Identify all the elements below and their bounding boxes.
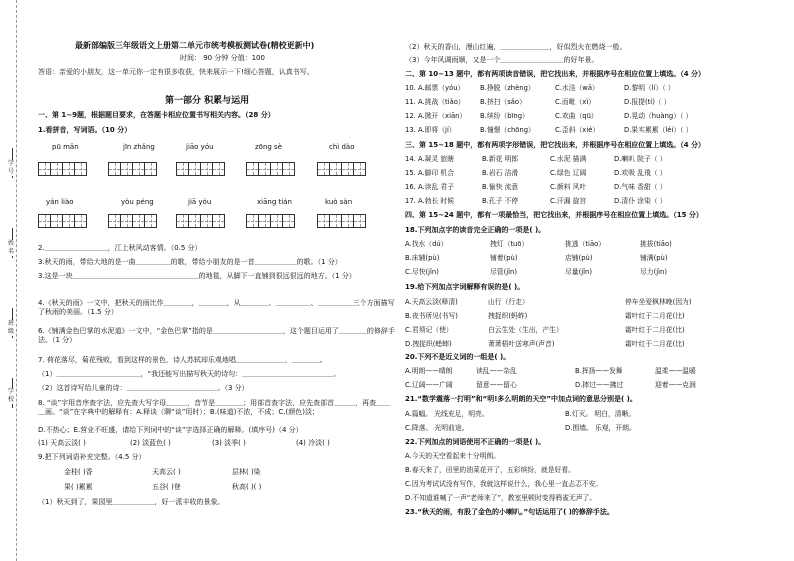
q6: 6.《铺满金色巴掌的水泥道》一文中，“金色巴掌”指的是＿＿＿＿＿＿＿＿＿＿，这个题目运用了＿＿＿＿的修辞手法。（1 分） [38,327,395,344]
option: C.君须记（使） [405,326,453,334]
q9-word: 层林( )染 [232,468,261,476]
exam-title: 最新部编版三年级语文上册第二单元市统考模板测试卷(精校更新中) [75,41,315,50]
q8-choice: (4) 冷淡( ) [296,439,330,447]
school-label: 学校 [7,388,14,403]
writing-grid[interactable] [38,214,87,228]
writing-grid[interactable] [108,162,157,176]
option: C.降落。 光明前途。 [405,424,469,432]
option: D.喇叭 院子（ ） [614,155,667,163]
option: D.摔过——拂过 [575,381,624,389]
q8-choice: (1) 天高云淡( ) [38,439,86,447]
option: B.挥扬——发舞 [575,367,623,375]
option: D.黎明（lí）（ ） [624,84,675,92]
option: B.挤扫（sǎo） [480,98,526,106]
pinyin: jiāo yóu [186,143,214,151]
option: 霜叶红于二月花(比) [625,326,685,334]
r2: （3）今年风调雨顺，又是一个＿＿＿＿＿＿＿＿＿的好年景。 [405,56,599,64]
q23: 23.“秋天的雨，有股了金色的小喇叭。”句话运用了( )的修辞手法。 [405,508,614,516]
part1-title: 第一部分 积累与运用 [165,96,250,106]
pinyin: pū mǎn [52,143,79,151]
option: A.篇幅。 光线充足，明亮。 [405,410,489,418]
instructions: 答语：亲爱的小朋友，这一单元你一定有很多收获，快来展示一下!细心答题，认真书写。 [38,68,314,76]
r1: （2）秋天的香山，漫山红遍，＿＿＿＿＿＿＿，好似烈火在燃烧一般。 [405,43,627,51]
pinyin: jīn zhǎng [123,143,155,151]
writing-grid[interactable] [317,214,366,228]
option: 挑拔(tiāo) [640,240,672,248]
part1-intro: 一、第 1~9题，根据题目要求，在答题卡相应位置书写相关内容。（28 分） [38,111,275,119]
option: A.找水（dú） [405,240,448,248]
option: 11. A.挑战（tiǎo） [405,98,465,106]
pinyin: kuò sàn [325,198,353,206]
q7a: 7. 荷花落尽，菊花残败，看到这样的景色，诗人苏轼却乐观地唱＿＿＿＿＿＿＿，＿＿＿＿。 [38,356,327,364]
student-id-label: 学号 [7,160,14,175]
option: B.孔子 不停 [482,197,519,205]
option: C.欢曲（qū） [555,112,598,120]
q9-word: 五谷( )登 [152,483,181,491]
writing-grid[interactable] [176,162,225,176]
option: D.围墙。 乐观，开朗。 [565,424,636,432]
option: C.辽阔——广阔 [405,381,453,389]
q22-title: 22.下列加点的词语使用不正确的一项是( )。 [405,438,546,446]
option: B.岩石 洁滑 [482,169,519,177]
option: 13. A.即将（jí） [405,126,456,134]
option: 霜叶红于二月花(比) [625,312,685,320]
q4: 4.《秋天的雨》一文中，把秋天的雨比作＿＿＿＿，＿＿＿＿，从＿＿＿＿、＿＿＿＿＿、＿＿＿＿＿三个方面描写了秋雨的美丽。（1.5 分） [38,299,395,316]
option: 14. A.凝灵 旅瞎 [405,155,455,163]
q8b: D.不热心；E.营业不旺盛，请给下列词中的“谈”字选择正确的解释。(填序号)（4 分） [38,426,303,434]
q7b: （1）＿＿＿＿＿＿＿＿＿＿＿＿，“我还能写出描写秋天的诗句：＿＿＿＿＿＿＿＿＿＿＿＿＿。 [38,370,341,378]
option: D.晃动（huàng）（ ） [624,112,693,120]
option: D.清仆 涂染（ ） [614,197,667,205]
option: B.新花 明郎 [482,155,519,163]
option: B.挣脱（zhèng） [480,84,535,92]
option: 尽管(jǐn) [490,268,517,276]
option: C.歪斜（xié） [555,126,600,134]
sec10: 二、第 10~13 题中，都有两项读音错误，把它找出来，并根据序号在相应位置上填选。（4 分） [405,70,706,78]
option: 山行（行走） [488,298,529,306]
option: C.颜料 风叶 [550,183,587,191]
option: D.拽捉织(蟋蟀) [405,340,452,348]
option: 尽力(jìn) [640,268,667,276]
q8-choice: (2) 淡蓝色( ) [130,439,171,447]
option: 16. A.读乱 君子 [405,183,455,191]
q7c: （2）这首诗写给儿童的诗：＿＿＿＿＿＿＿＿＿＿＿＿＿。（3 分） [38,384,249,392]
q3a: 3.秋天的雨，带给大地的是一曲＿＿＿＿＿的歌，带给小朋友的是一首＿＿＿＿＿＿的歌。（1 分） [38,258,342,266]
pinyin: xiāng tián [257,198,292,206]
pinyin: yán liào [46,198,74,206]
option: A.天高云淡(释清) [405,298,458,306]
q9-word: 秋高( )( ) [232,483,262,491]
writing-grid[interactable] [246,162,295,176]
option: D.欢吸 乱飛（ ） [614,169,667,177]
writing-grid[interactable] [246,214,295,228]
pinyin: zōng sè [255,143,283,151]
class-label: 班级 [7,320,14,335]
q3b: 3.这是一块＿＿＿＿＿＿＿＿＿＿＿＿＿＿＿＿＿＿的地毯，从脚下一直铺到很远很远的地方。（1 分） [38,272,356,280]
option: C.水洼（wā） [555,84,599,92]
option: A.明朗——晴朗 [405,367,453,375]
binding-gutter [0,0,30,561]
pinyin: yòu péng [121,198,154,206]
q9-title: 9.把下列词语补充完整。（4.5 分） [38,453,146,461]
q18-title: 18.下列加点字的读音完全正确的一项是( )。 [405,226,546,234]
option: 店铺(pù) [565,254,593,262]
option: C.尽快(jǐn) [405,268,439,276]
option: 读乱——杂乱 [476,367,517,375]
option: A.今天的天空看起来十分明朗。 [405,452,501,460]
pinyin: chì dào [329,143,355,151]
q9-word: 果( )累累 [64,483,93,491]
q2: 2.＿＿＿＿＿＿＿＿＿，江上秋风动客情。（0.5 分） [38,244,202,252]
writing-grid[interactable] [317,162,366,176]
pinyin: jiā yóu [188,198,212,206]
option: 停车坐爱枫林晚(因为) [625,298,692,306]
option: D.果实累累（léi）（ ） [624,126,693,134]
q21-title: 21.“数学震落一打明”和“明!多么明朗的天空”中加点词的意思分别是( )。 [405,395,637,403]
option: B.春天来了，田里的油菜花开了，五彩缤纷，就是好看。 [405,466,575,474]
option: B.愉快 流意 [482,183,519,191]
option: 铺满(pù) [640,254,668,262]
option: 15. A.脚印 机合 [405,169,455,177]
option: D.不知道谁喊了一声“老师来了”，教室里顿时变得鸦雀无声了。 [405,494,597,502]
option: 温柔——温暖 [655,367,696,375]
q8-choice: (3) 淡季( ) [212,439,246,447]
q9-sub1: （1）秋天到了，果园里＿＿＿＿＿＿，好一派丰收的景象。 [38,498,225,506]
option: D.报提(tí)（ ） [624,98,671,106]
option: 拽灯（tuō） [490,240,529,248]
option: B.憧憬（chōng） [480,126,535,134]
writing-grid[interactable] [108,214,157,228]
option: 拽捉织(蚂蚱) [488,312,528,320]
cut-line [16,0,17,561]
option: 白云生处（生出，产生） [488,326,563,334]
option: 尽量(jǐn) [565,268,592,276]
q9-word: 金桂( )香 [64,468,93,476]
option: B.缤纷（bīng） [480,112,529,120]
q9-word: 天高云( ) [152,468,181,476]
option: B.灯灭。 明白，清晰。 [565,410,636,418]
option: 10. A.邮票（yóu） [405,84,465,92]
exam-meta: 时间： 90 分钟 分值：100 [180,54,265,62]
option: 迎着——克润 [655,381,696,389]
option: 17. A.勃长 时候 [405,197,455,205]
q1-title: 1.看拼音，写词语。（10 分） [38,126,132,134]
option: B.床辅(pù) [405,254,440,262]
option: 挑逃（tiāo） [565,240,606,248]
q8a: 8. “谈”字用音序查字法，应先查大写字母＿＿＿，音节是＿＿＿＿；用部首查字法，应先查部首＿＿＿，再查＿＿＿画。“谈”在字典中的解释有：A.释谈（聊“谈”用时）；B.(味道)不浓，不成；C.(颜色)淡； [38,399,391,416]
option: 留意——留心 [476,381,517,389]
sec18: 四、第 15~24 题中，都有一项最恰当，把它找出来，并根据序号在相应位置上填选。（15 分） [405,211,703,219]
option: C.因为考试试没有写作，我就这样说什么，我心里一直忐忑不安。 [405,480,603,488]
option: 12. A.掀开（xiān） [405,112,467,120]
option: C.而毗（xì） [555,98,596,106]
option: 萧萧梧叶送寒声(声音) [488,340,555,348]
option: C.汗漏 旋宫 [550,197,587,205]
name-label: 姓名 [7,240,14,255]
option: C.绿色 辽阔 [550,169,587,177]
option: 铺着(pù) [490,254,518,262]
option: D.气味 香甜（ ） [614,183,667,191]
sec14: 三、第 15~18 题中，都有两项字形错误，把它找出来，并根据序号在相应位置上填选。（4 分） [405,141,706,149]
option: B.夜书所见(书写) [405,312,458,320]
option: C.水泥 描满 [550,155,587,163]
writing-grid[interactable] [176,214,225,228]
q19-title: 19.给下列加点字词解释有误的是( )。 [405,283,525,291]
option: 霜叶红于二月花(比) [625,340,685,348]
q20-title: 20.下列不是近义词的一组是( )。 [405,353,511,361]
writing-grid[interactable] [38,162,87,176]
